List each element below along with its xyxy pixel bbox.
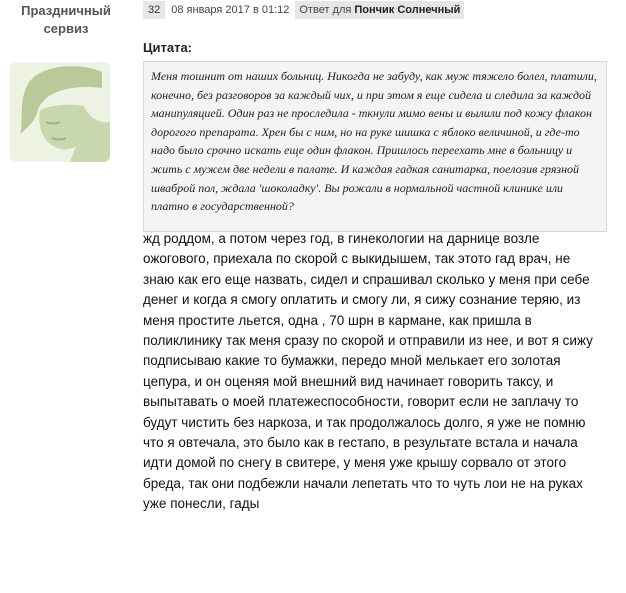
reply-label: Ответ для <box>299 3 352 16</box>
post-date: 08 января 2017 в 01:12 <box>171 3 290 16</box>
post-body-text: жд роддом, а потом через год, в гинекологии на дарнице возле ожогового, приехала по скорой с выкидышем, так этото гад врач, не знаю как его еще назвать, сидел и спрашивал сколько у меня при себе денег и когда я смогу оплатить и смогу ли, я сижу сознание теряю, из меня простите льется, одна , 70 шрн в кармане, как пришла в поликлинику так меня сразу по скорой и отправили из нее, и вот я сижу подписываю какие то бумажки, передо мной мелькает его золотая цепура, и он оценяя мой внешний вид начинает говорить таксу, и выпытавать о моей платежеспособности, говорит если не заплачу то будут чистить без наркоза, и так продолжалось долго, я уже не помню что я овтечала, это было как в гестапо, в результате встала и начала идти домой по снегу в свитере, у меня уже крышу сорвало от этого бреда, так они подбежли начали лепетать что то чуть лои не на руках уже понесли, гады <box>143 231 593 512</box>
quote-title: Цитата: <box>143 40 193 55</box>
author-name[interactable]: Праздничный сервиз <box>21 3 111 36</box>
post-meta <box>143 0 464 19</box>
woman-silhouette-icon <box>10 62 110 162</box>
reply-user-link[interactable]: Пончик Солнечный <box>354 3 461 16</box>
reply-to <box>295 1 464 19</box>
post-number[interactable]: 32 <box>143 1 165 19</box>
quote-text: Меня тошнит от наших больниц. Никогда не забуду, как муж тяжело болел, платили, конечно, без разговоров за каждый чих, и при этом я еще сидела и следила за каждой манипуляцией. Один раз не проследила - ткнули мимо вены и вылили под кожу флакон дорогого препарата. Хрен бы с ним, но на руке шишка с яблоко величиной, и где-то надо было срочно искать еще один флакон. Пришлось переехать мне в больницу и жить с мужем две недели в палате. И каждая гадкая санитарка, поелозив грязной шваброй пол, ждала 'шоколадку'. Вы рожали в нормальной частной клинике или платно в государственной? <box>143 61 607 232</box>
avatar[interactable] <box>10 62 110 162</box>
